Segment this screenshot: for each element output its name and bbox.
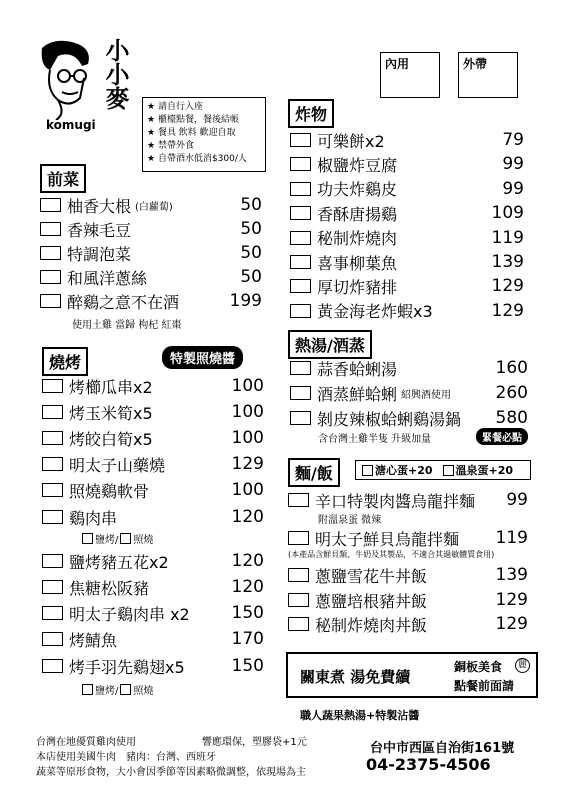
- teri-label: 照燒: [133, 535, 154, 546]
- grill-option: [82, 682, 153, 697]
- rules-box: [142, 97, 266, 172]
- grill-header: 燒烤: [42, 347, 88, 376]
- item-name: 香辣毛豆: [67, 220, 132, 240]
- item-checkbox[interactable]: [42, 659, 63, 673]
- item-checkbox[interactable]: [288, 531, 309, 545]
- item-checkbox[interactable]: [288, 593, 309, 607]
- menu-item[interactable]: [42, 575, 149, 599]
- menu-item[interactable]: [290, 274, 397, 298]
- item-checkbox[interactable]: [290, 206, 311, 220]
- item-checkbox[interactable]: [288, 617, 309, 631]
- menu-item[interactable]: [290, 406, 461, 430]
- item-price: 120: [231, 507, 264, 527]
- item-name: 明太子鮮貝烏龍拌麵: [315, 529, 460, 549]
- menu-item[interactable]: [290, 356, 397, 380]
- egg1-label: 溏心蛋+20: [375, 464, 433, 477]
- item-price: 120: [231, 577, 264, 597]
- rule-item: ★ 禁帶外食: [147, 141, 194, 151]
- item-price: 199: [229, 291, 262, 311]
- item-name: 烤皎白筍x5: [69, 429, 153, 449]
- item-price: 129: [491, 276, 524, 297]
- logo: [36, 38, 102, 120]
- menu-item[interactable]: [40, 193, 173, 217]
- item-name: 辛口特製肉醬烏龍拌麵: [315, 491, 476, 511]
- item-name: 香酥唐揚鷄: [317, 204, 398, 224]
- salt-label: 鹽烤/: [95, 535, 119, 546]
- item-checkbox[interactable]: [290, 411, 311, 425]
- egg2-label: 溫泉蛋+20: [455, 464, 514, 477]
- item-name: 蒜香蛤蜊湯: [317, 359, 398, 379]
- item-price: 99: [502, 154, 524, 175]
- item-checkbox[interactable]: [40, 222, 61, 236]
- address: 台中市西區自治街161號: [370, 741, 515, 756]
- item-name: 秘制炸燒肉: [317, 229, 398, 249]
- item-price: 100: [231, 402, 264, 422]
- teri-label: 照燒: [133, 686, 154, 697]
- item-price: 99: [506, 490, 528, 510]
- item-checkbox[interactable]: [290, 304, 311, 318]
- item-checkbox[interactable]: [290, 361, 311, 375]
- item-name: 可樂餅x2: [317, 131, 385, 151]
- item-checkbox[interactable]: [288, 493, 309, 507]
- item-name: 烤玉米筍x5: [69, 403, 153, 423]
- item-checkbox[interactable]: [42, 379, 63, 393]
- noodles-header: 麵/飯: [288, 458, 340, 487]
- dine-in-label: 內用: [385, 57, 410, 71]
- item-price: 120: [231, 551, 264, 571]
- brand-name: 小小麥: [101, 38, 129, 110]
- item-price: 119: [491, 227, 524, 248]
- item-price: 129: [491, 300, 524, 321]
- teri-checkbox[interactable]: [120, 533, 131, 544]
- item-price: 109: [491, 203, 524, 224]
- menu-item[interactable]: [288, 612, 427, 636]
- item-checkbox[interactable]: [42, 483, 63, 497]
- appetizers-header: 前菜: [40, 164, 86, 193]
- item-name: 和風洋蔥絲: [67, 268, 148, 288]
- item-name: 照燒鷄軟骨: [69, 481, 150, 501]
- item-checkbox[interactable]: [290, 182, 311, 196]
- footer-line2: 本店使用美國牛肉 豬肉：台灣、西班牙: [36, 752, 216, 763]
- menu-item[interactable]: [42, 549, 169, 573]
- grill-option: [82, 531, 153, 546]
- item-name: 厚切炸豬排: [317, 277, 398, 297]
- item-price: 150: [231, 603, 264, 623]
- fried-header: 炸物: [288, 99, 334, 128]
- item-name: 喜事柳葉魚: [317, 253, 398, 273]
- menu-item[interactable]: [288, 563, 427, 587]
- menu-item[interactable]: [42, 400, 153, 424]
- egg-options: [355, 460, 531, 480]
- takeout-label: 外帶: [463, 57, 488, 71]
- item-price: 50: [240, 243, 262, 263]
- phone: 04-2375-4506: [366, 755, 491, 774]
- item-price: 580: [495, 408, 528, 428]
- item-checkbox[interactable]: [42, 554, 63, 568]
- egg1-checkbox[interactable]: [362, 465, 373, 476]
- item-price: 50: [240, 219, 262, 239]
- item-price: 150: [231, 656, 264, 676]
- item-price: 260: [495, 383, 528, 403]
- menu-item[interactable]: [290, 299, 433, 323]
- takeout-box[interactable]: [458, 52, 518, 98]
- item-price: 100: [231, 428, 264, 448]
- salt-checkbox[interactable]: [82, 533, 93, 544]
- item-name: 烤鯖魚: [69, 630, 118, 650]
- menu-item[interactable]: [290, 201, 397, 225]
- item-checkbox[interactable]: [290, 255, 311, 269]
- item-name: 特調泡菜: [67, 244, 132, 264]
- oden-circle: 麗: [515, 658, 530, 673]
- item-name: 烤手羽先鷄翅x5: [69, 657, 185, 677]
- item-checkbox[interactable]: [290, 279, 311, 293]
- item-price: 100: [231, 376, 264, 396]
- item-checkbox[interactable]: [42, 431, 63, 445]
- oden-right2: 點餐前面請: [454, 679, 515, 693]
- footer-line1: 台灣在地優質雞肉使用: [36, 737, 136, 748]
- dine-in-box[interactable]: [380, 52, 440, 98]
- item-name: 明太子山藥燒: [69, 455, 166, 475]
- item-name: 黃金海老炸蝦x3: [317, 302, 433, 322]
- item-name: 明太子鷄肉串 x2: [69, 604, 190, 624]
- menu-item[interactable]: [288, 488, 475, 512]
- item-price: 139: [491, 252, 524, 272]
- rule-item: ★ 自帶酒水低消$300/人: [147, 154, 247, 164]
- footer-line3: 蔬菜等原形食物，大小會因季節等因素略微調整，依現場為主: [36, 767, 306, 778]
- menu-item[interactable]: [288, 588, 427, 612]
- item-name: 鹽烤豬五花x2: [69, 552, 169, 572]
- salt-label: 鹽烤/: [95, 686, 119, 697]
- menu-item[interactable]: [290, 250, 397, 274]
- item-name: 秘制炸燒肉丼飯: [315, 615, 428, 635]
- chef-face-icon: [36, 38, 102, 120]
- item-name: 鷄肉串: [69, 508, 118, 528]
- oden-title: 關東煮 湯免費續: [300, 668, 411, 686]
- item-price: 100: [231, 480, 264, 500]
- menu-item[interactable]: [40, 289, 179, 313]
- item-price: 79: [502, 130, 524, 150]
- item-price: 50: [240, 195, 262, 215]
- item-checkbox[interactable]: [42, 510, 63, 524]
- item-price: 99: [502, 178, 524, 199]
- item-name: 剝皮辣椒蛤蜊鷄湯鍋: [317, 409, 462, 429]
- menu-item[interactable]: [42, 505, 117, 529]
- item-price: 129: [495, 590, 528, 610]
- rule-item: ★ 餐具 飲料 歡迎自取: [147, 128, 236, 138]
- item-checkbox[interactable]: [42, 606, 63, 620]
- menu-item[interactable]: [290, 177, 397, 201]
- menu-item[interactable]: [290, 128, 385, 152]
- item-price: 50: [240, 267, 262, 287]
- item-price: 139: [495, 565, 528, 585]
- menu-item[interactable]: [42, 627, 117, 651]
- item-checkbox[interactable]: [290, 133, 311, 147]
- item-name: 蔥鹽培根豬丼飯: [315, 591, 428, 611]
- teri-checkbox[interactable]: [120, 684, 131, 695]
- item-checkbox[interactable]: [40, 270, 61, 284]
- brand-logo-text: komugi: [46, 118, 96, 132]
- tagline: 職人蔬果熱湯+特製沾醬: [300, 709, 420, 722]
- grill-badge: 特製照燒醬: [162, 346, 243, 369]
- menu-item[interactable]: [42, 601, 190, 625]
- egg2-checkbox[interactable]: [443, 465, 454, 476]
- menu-item[interactable]: [40, 241, 131, 265]
- soup-note: 含台灣土雞半隻 升級加量: [318, 434, 432, 445]
- item-checkbox[interactable]: [40, 198, 61, 212]
- item-name: 醉鷄之意不在酒: [67, 292, 180, 312]
- item-checkbox[interactable]: [290, 231, 311, 245]
- item-name: 焦糖松阪豬: [69, 578, 150, 598]
- item-checkbox[interactable]: [42, 632, 63, 646]
- item-price: 160: [495, 358, 528, 378]
- item-name: 烤櫛瓜串x2: [69, 377, 153, 397]
- item-checkbox[interactable]: [40, 246, 61, 260]
- menu-item[interactable]: [290, 152, 397, 176]
- item-checkbox[interactable]: [40, 294, 61, 308]
- rule-item: ★ 櫃檯點餐，餐後結帳: [147, 115, 239, 125]
- item-checkbox[interactable]: [42, 580, 63, 594]
- item-name: 蔥鹽雪花牛丼飯: [315, 566, 428, 586]
- item-checkbox[interactable]: [290, 386, 311, 400]
- item-name: 椒鹽炸豆腐: [317, 155, 398, 175]
- item-name: 酒蒸鮮蛤蜊: [317, 384, 398, 404]
- menu-item[interactable]: [288, 526, 459, 550]
- soup-header: 熱湯/酒蒸: [288, 330, 372, 359]
- oden-right1: 銅板美食: [454, 660, 503, 674]
- appetizer-note: 使用土雞 當歸 枸杞 紅棗: [72, 320, 182, 331]
- item-price: 129: [495, 614, 528, 634]
- item-price: 129: [231, 454, 264, 474]
- footer-line1b: 響應環保，塑膠袋+1元: [202, 737, 307, 748]
- item-sub-note: (白蘿蔔): [135, 201, 173, 213]
- menu-item[interactable]: [40, 217, 131, 241]
- menu-item[interactable]: [290, 226, 397, 250]
- menu-item[interactable]: [290, 381, 451, 405]
- menu-item[interactable]: [42, 478, 149, 502]
- menu-item[interactable]: [40, 265, 147, 289]
- item-name: 功夫炸鷄皮: [317, 180, 398, 200]
- item-price: 170: [231, 629, 264, 649]
- salt-checkbox[interactable]: [82, 684, 93, 695]
- menu-item[interactable]: [42, 426, 153, 450]
- item-price: 119: [495, 528, 528, 548]
- menu-item[interactable]: [42, 452, 165, 476]
- noodle-note: 附溫泉蛋 微辣: [318, 515, 382, 526]
- item-checkbox[interactable]: [288, 568, 309, 582]
- item-checkbox[interactable]: [42, 405, 63, 419]
- item-checkbox[interactable]: [290, 157, 311, 171]
- item-sub-note: 紹興酒使用: [401, 389, 452, 401]
- menu-item[interactable]: [42, 654, 185, 678]
- rule-item: ★ 請自行入座: [147, 102, 203, 112]
- oden-box: [286, 652, 538, 698]
- menu-item[interactable]: [42, 374, 153, 398]
- soup-badge: 緊餐必點: [476, 428, 528, 445]
- item-name: 柚香大根: [67, 196, 132, 216]
- noodle-note: (本產品含鮮貝類、牛奶及其製品，不適合其過敏體質食用): [288, 550, 495, 559]
- item-checkbox[interactable]: [42, 457, 63, 471]
